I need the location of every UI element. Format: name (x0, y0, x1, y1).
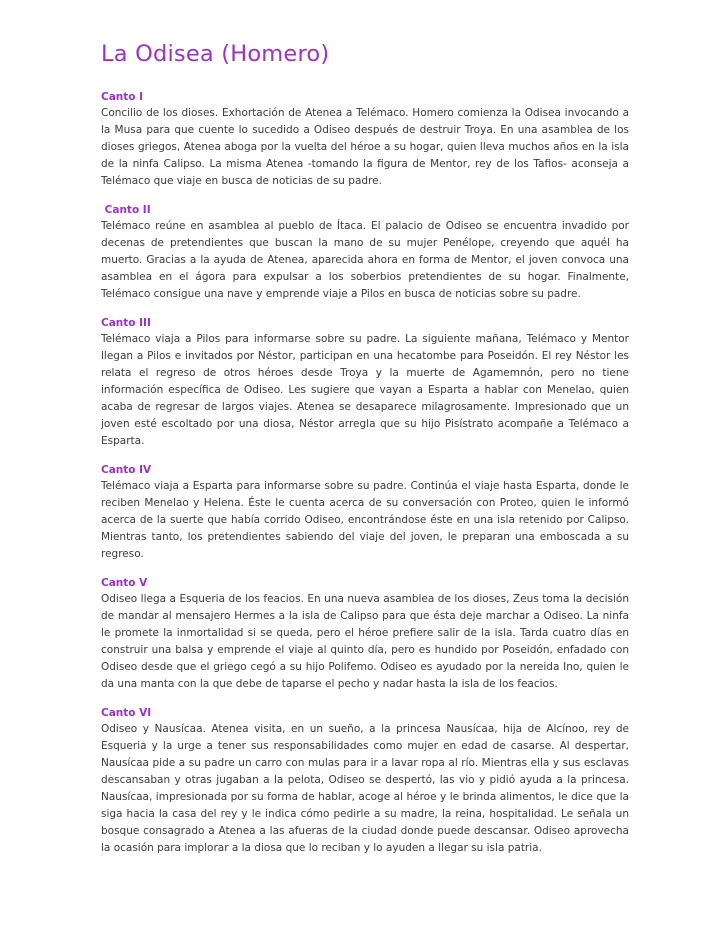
canto-heading: Canto III (101, 317, 151, 329)
canto-paragraph: Telémaco viaja a Esparta para informarse sobre su padre. Continúa el viaje hasta Esparta, donde le reciben Menelao y Helena. Éste le cuenta acerca de su conversación con Proteo, quien le informó acerca de la suerte que había corrido Odiseo, encontrándose éste en una isla retenido por Calipso. Mientras tanto, los pretendientes sabiendo del viaje del joven, le preparan una emboscada a su regreso. (101, 480, 629, 560)
canto-section (101, 705, 629, 857)
canto-paragraph: Odiseo y Nausícaa. Atenea visita, en un sueño, a la princesa Nausícaa, hija de Alcínoo, rey de Esqueria y la urge a tener sus responsabilidades como mujer en edad de casarse. Al despertar, Nausícaa pide a su padre un carro con mulas para ir a lavar ropa al río. Mientras ella y sus esclavas descansaban y otras jugaban a la pelota, Odiseo se despertó, las vio y pidió ayuda a la princesa. Nausícaa, impresionada por su forma de hablar, acoge al héroe y le brinda alimentos, le dice que la siga hacia la casa del rey y le indica cómo pedirle a su madre, la reina, hospitalidad. Le señala un bosque consagrado a Atenea a las afueras de la ciudad donde puede descansar. Odiseo aprovecha la ocasión para implorar a la diosa que lo reciban y lo ayuden a llegar su isla patria. (101, 723, 629, 854)
canto-heading: Canto VI (101, 707, 152, 719)
canto-section (101, 202, 629, 303)
canto-heading: Canto I (101, 91, 144, 103)
canto-paragraph: Telémaco reúne en asamblea al pueblo de Ítaca. El palacio de Odiseo se encuentra invadido por decenas de pretendientes que buscan la mano de su mujer Penélope, creyendo que aquél ha muerto. Gracias a la ayuda de Atenea, aparecida ahora en forma de Mentor, el joven convoca una asamblea en el ágora para expulsar a los soberbios pretendientes de su hogar. Finalmente, Telémaco consigue una nave y emprende viaje a Pilos en busca de noticias sobre su padre. (101, 220, 629, 300)
canto-section (101, 462, 629, 563)
canto-section (101, 89, 629, 190)
canto-paragraph: Telémaco viaja a Pilos para informarse sobre su padre. La siguiente mañana, Telémaco y Mentor llegan a Pilos e invitados por Néstor, participan en una hecatombe para Poseidón. El rey Néstor les relata el regreso de otros héroes desde Troya y la muerte de Agamemnón, pero no tiene información específica de Odiseo. Les sugiere que vayan a Esparta a hablar con Menelao, quien acaba de regresar de largos viajes. Atenea se desaparece milagrosamente. Impresionado que un joven esté escoltado por una diosa, Néstor arregla que su hijo Pisístrato acompañe a Telémaco a Esparta. (101, 333, 629, 447)
canto-heading: Canto V (101, 577, 148, 589)
canto-heading: Canto IV (101, 464, 152, 476)
canto-section (101, 575, 629, 693)
canto-heading: Canto II (101, 204, 151, 216)
canto-paragraph: Concilio de los dioses. Exhortación de Atenea a Telémaco. Homero comienza la Odisea invocando a la Musa para que cuente lo sucedido a Odiseo después de destruir Troya. En una asamblea de los dioses griegos, Atenea aboga por la vuelta del héroe a su hogar, quien lleva muchos años en la isla de la ninfa Calipso. La misma Atenea -tomando la figura de Mentor, rey de los Tafios- aconseja a Telémaco que viaje en busca de noticias de su padre. (101, 107, 629, 187)
document-page (101, 40, 629, 869)
page-title: La Odisea (Homero) (101, 41, 330, 67)
canto-section (101, 315, 629, 450)
canto-paragraph: Odiseo llega a Esqueria de los feacios. En una nueva asamblea de los dioses, Zeus toma la decisión de mandar al mensajero Hermes a la isla de Calipso para que ésta deje marchar a Odiseo. La ninfa le promete la inmortalidad si se queda, pero el héroe prefiere salir de la isla. Tarda cuatro días en construir una balsa y emprende el viaje al quinto día, pero es hundido por Poseidón, enfadado con Odiseo desde que el griego cegó a su hijo Polifemo. Odiseo es ayudado por la nereida Ino, quien le da una manta con la que debe de taparse el pecho y nadar hasta la isla de los feacios. (101, 593, 629, 690)
